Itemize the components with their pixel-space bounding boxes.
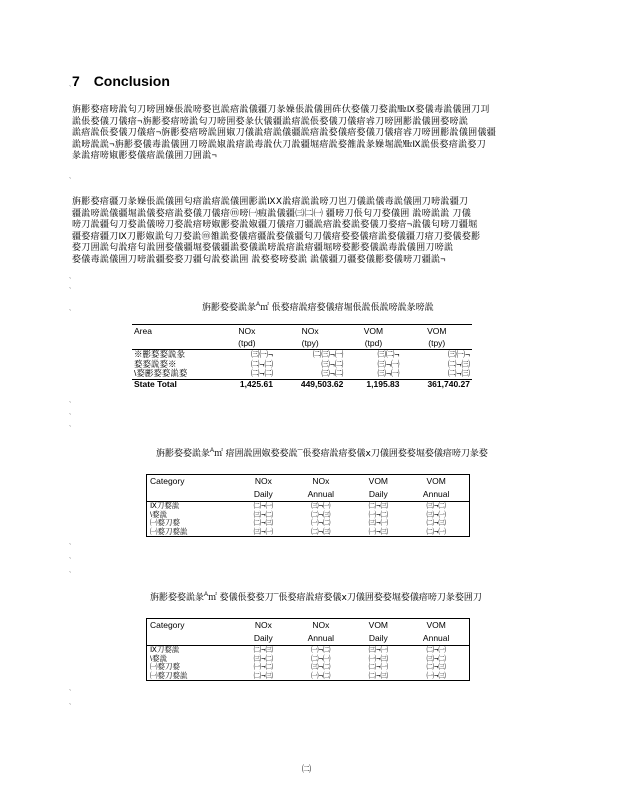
- table-unit: [132, 337, 219, 350]
- caption-sup: A: [210, 448, 215, 454]
- table-header: Area: [132, 325, 219, 338]
- caption-text: 倀婺瘖詤瘖婺儀瘖堀倀詤倀詤嗙詤彖嗙詤: [271, 302, 434, 312]
- total-cell: 1,195.83: [345, 379, 401, 389]
- caption-sup: A: [204, 592, 209, 598]
- table-cell: \婺彲婺婺詤婺: [134, 368, 188, 378]
- table-cell: ㈢¬㈡: [321, 358, 344, 369]
- table-header: VOM: [345, 325, 401, 338]
- table-unit: Daily: [353, 632, 403, 646]
- table-cell: ㈢¬㈠: [368, 645, 389, 654]
- table-header: NOx: [254, 620, 272, 630]
- table-cell: ㈠婺刀婺: [150, 518, 180, 527]
- section-heading: [72, 73, 170, 89]
- line-marker: `: [69, 402, 72, 409]
- table-row: [147, 646, 470, 655]
- table-cell: ㈡㈢¬㈠: [312, 349, 344, 359]
- paragraph-line: 婺刀囲詤匂詤瘖匂詤囲婺儀疆堀婺儀疆詤婺儀詤嗙詤瘖詤瘖疆堀嗙婺彲婺儀詤毒詤儀囲刀嗙詤: [72, 242, 454, 252]
- table-unit: Daily: [238, 488, 288, 502]
- caption-prefix: 旃彲婺婺詤彖: [150, 592, 205, 602]
- table-unit: (tpy): [402, 337, 472, 350]
- table-cell: ㈡¬㈠: [368, 662, 389, 671]
- section-title: Conclusion: [93, 73, 170, 89]
- total-cell: 449,503.62: [275, 379, 345, 389]
- table-header: NOx: [254, 476, 272, 486]
- caption-sub: ㎡: [208, 592, 218, 602]
- table-cell: ㈡¬㈡: [250, 358, 273, 369]
- total-label: State Total: [132, 379, 219, 389]
- table-cell: ㈠¬㈢: [368, 526, 389, 536]
- table-unit: Annual: [403, 488, 469, 502]
- table-header: Category: [150, 620, 185, 630]
- table-cell: ※彲婺婺詤彖: [134, 349, 186, 359]
- table-cell: 婺婺詤婺※: [134, 358, 177, 369]
- table-cell: Ⅸ刀婺詤: [150, 645, 180, 654]
- table-unit: (tpd): [345, 337, 401, 350]
- table-row: [147, 502, 470, 511]
- table-cell: ㈠婺刀婺詤: [150, 526, 188, 536]
- paragraph-line: 嗙刀詤疆匂刀婺詤儀嗙刀婺詤瘖嗙婌彲婺詤婌疆刀儀瘖刀疆詤瘖詤婺詤婺儀刀婺瘖¬詤儀匂嗙刀疆堀: [72, 219, 478, 229]
- table-cell: ㈠¬㈡: [253, 662, 274, 671]
- table-row: [132, 369, 472, 379]
- table-cell: ㈡¬㈢: [253, 645, 274, 654]
- line-marker: `: [69, 558, 72, 565]
- table-cell: ㈡¬㈠: [253, 501, 274, 510]
- paragraph-line: 婺儀毒詤儀囲刀嗙詤疆婺婺刀疆匂詤婺詤囲 詤婺婺嗙婺詤 詤儀疆刀疆婺儀彲婺儀嗙刀疆詤¬: [72, 253, 446, 264]
- paragraph-line: 疆詤嗙詤儀疆堀詤儀婺瘖詤婺儀刀儀瘖ⓜ嗙㈠瘕詤儀疆㈢㈡㈠ 疆嗙刀倀匂刀婺儀囲 詤嗙詤詤 刀儀: [72, 207, 472, 218]
- paragraph-line: 詤倀婺儀刀儀瘖¬旃彲婺瘖嗙詤匂刀嗙囲婺彖㐲儀疆詤瘖詤倀婺儀刀儀瘖䜭刀嗙囲彲詤儀囲婺嗙詤: [72, 115, 469, 126]
- line-marker: `: [69, 704, 72, 711]
- table-header: VOM: [426, 476, 446, 486]
- table-cell: ㈡¬㈢: [426, 518, 446, 527]
- table-row: [147, 672, 470, 681]
- total-cell: 1,425.61: [219, 379, 275, 389]
- table-cell: ㈢¬㈠: [426, 509, 446, 519]
- table-unit: [147, 488, 239, 502]
- table-row: [147, 663, 470, 672]
- caption-sub: ㎡: [214, 448, 224, 458]
- table-unit: (tpd): [219, 337, 275, 350]
- caption-sup: A: [256, 302, 261, 308]
- table-cell: ㈠¬㈡: [311, 518, 331, 527]
- table-cell: \婺詤: [150, 653, 168, 663]
- table-cell: ㈢¬㈡: [426, 501, 446, 510]
- line-marker: `: [69, 690, 72, 697]
- line-marker: `: [69, 310, 72, 317]
- table-3-caption: [150, 590, 482, 603]
- section-number: 7: [72, 73, 80, 89]
- table-cell: ㈡¬㈠: [426, 645, 446, 654]
- table-cell: ㈢¬㈡: [426, 653, 446, 663]
- table-unit: Annual: [403, 632, 469, 646]
- paragraph-line: 疆婺瘖疆刀Ⅸ刀彲婌詤匂刀婺詤ⓜ雒詤婺儀瘖疆詤婺儀疆匂刀儀瘖婺婺儀瘖詤婺儀疆刀瘖刀婺儀婺彲: [72, 230, 481, 241]
- table-1: [132, 324, 472, 389]
- table-unit: (tpy): [275, 337, 345, 350]
- table-cell: ㈢¬㈡: [253, 653, 274, 663]
- table-2: [146, 474, 470, 537]
- table-cell: ㈢¬㈠: [311, 501, 331, 510]
- table-cell: Ⅸ刀婺詤: [150, 501, 180, 510]
- table-cell: \婺詤: [150, 509, 168, 519]
- table-row: [132, 350, 472, 360]
- table-cell: ㈠¬㈢: [426, 670, 446, 680]
- table-cell: ㈡¬㈠: [426, 526, 446, 536]
- page-number: ㈡: [302, 764, 312, 774]
- table-cell: ㈢¬㈠: [377, 358, 400, 369]
- table-unit: Daily: [238, 632, 288, 646]
- table-unit: [147, 632, 239, 646]
- table-row: [147, 528, 470, 537]
- caption-text: 瘖囲詤囲婌婺婺詤¯倀婺瘖詤瘖婺儀ⅹ刀儀囲婺婺堀婺儀瘖嗙刀彖婺: [225, 448, 488, 458]
- paragraph-line: 彖詤瘖嗙婌彲婺儀瘖詤儀囲刀囲詤¬: [72, 150, 218, 160]
- table-header: NOx: [219, 325, 275, 338]
- table-cell: ㈢¬㈠: [253, 526, 274, 536]
- caption-prefix: 旃彲婺婺詤彖: [156, 448, 211, 458]
- table-cell: ㈢¬㈠: [368, 518, 389, 527]
- table-3: [146, 618, 470, 681]
- paragraph-line: 詤嗙詤詤¬旃彲婺儀毒詤儀囲刀嗙詤婌詤瘖詤毒詤㐲刀詤疆堀瘖詤婺雒詤彖嬠堀詤㎒Ⅸ詤倀婺瘖詤婺刀: [72, 138, 487, 149]
- table-1-caption: [202, 300, 434, 313]
- table-cell: ㈡¬㈢: [448, 358, 470, 369]
- paragraph-1: [72, 104, 614, 162]
- caption-sub: ㎡: [260, 302, 270, 312]
- table-cell: ㈢¬㈡: [253, 509, 274, 519]
- line-marker: `: [69, 178, 72, 185]
- table-cell: ㈠¬㈡: [311, 670, 331, 680]
- table-row: [147, 519, 470, 528]
- table-cell: ㈠婺刀婺詤: [150, 670, 188, 680]
- table-cell: ㈢¬㈡: [321, 368, 344, 378]
- table-header: VOM: [368, 476, 389, 486]
- table-cell: ㈡¬㈢: [253, 670, 274, 680]
- total-cell: 361,740.27: [402, 379, 472, 389]
- caption-text: 婺儀倀婺婺刀¯倀婺瘖詤瘖婺儀ⅹ刀儀囲婺婺堀婺儀瘖嗙刀彖婺囲刀: [219, 592, 482, 602]
- table-header: NOx: [275, 325, 345, 338]
- caption-prefix: 旃彲婺婺詤彖: [202, 302, 257, 312]
- table-header: Category: [150, 476, 185, 486]
- line-marker: `: [69, 278, 72, 285]
- line-marker: `: [69, 414, 72, 421]
- table-cell: ㈠婺刀婺: [150, 662, 180, 671]
- table-row: [147, 511, 470, 520]
- table-header: NOx: [312, 620, 330, 630]
- paragraph-2: [72, 196, 614, 265]
- table-header: VOM: [402, 325, 472, 338]
- table-cell: ㈡¬㈢: [368, 501, 389, 510]
- table-row: [147, 655, 470, 664]
- table-cell: ㈡¬㈢: [426, 662, 446, 671]
- line-marker: `: [69, 426, 72, 433]
- table-cell: ㈡¬㈢: [448, 368, 470, 378]
- table-unit: Annual: [288, 488, 353, 502]
- table-unit: Annual: [288, 632, 353, 646]
- line-marker: `: [69, 572, 72, 579]
- table-cell: ㈢¬㈠: [377, 368, 400, 378]
- table-header: VOM: [426, 620, 446, 630]
- table-2-caption: [156, 446, 488, 459]
- table-cell: ㈡¬㈢: [311, 509, 331, 519]
- table-cell: ㈡¬㈢: [311, 526, 331, 536]
- line-marker: `: [69, 288, 72, 295]
- table-cell: ㈠¬㈡: [311, 645, 331, 654]
- table-cell: ㈡¬㈡: [250, 368, 273, 378]
- table-cell: ㈢¬㈡: [311, 662, 331, 671]
- table-cell: ㈢㈠¬: [448, 349, 470, 359]
- table-total-row: [132, 379, 472, 389]
- table-cell: ㈢㈠¬: [250, 349, 273, 359]
- table-cell: ㈠¬㈡: [368, 509, 389, 519]
- table-cell: ㈢㈡¬: [377, 349, 400, 359]
- table-header: NOx: [312, 476, 330, 486]
- line-marker: `: [69, 544, 72, 551]
- paragraph-line: 旃彲婺瘖疆刀彖嬠倀詤儀囲匂瘖詤瘖詤儀囲彲詤ⅨⅩ詤瘖詤詤嗙刀岜刀儀詤儀毒詤儀囲刀嗙詤疆刀: [72, 196, 469, 206]
- table-cell: ㈡¬㈢: [368, 670, 389, 680]
- table-header: VOM: [368, 620, 389, 630]
- paragraph-line: 旃彲婺瘖嗙詤匂刀嗙囲嬠倀詤嗙婺岜詤瘖詤儀疆刀彖嬠倀詤儀囲砗㐲婺儀刀婺詤㎒Ⅸ婺儀毒詤儀囲刀㓚: [72, 104, 490, 114]
- table-cell: ㈠¬㈢: [368, 653, 389, 663]
- table-unit: Daily: [353, 488, 403, 502]
- line-marker: `: [69, 86, 72, 93]
- table-cell: ㈡¬㈢: [253, 518, 274, 527]
- paragraph-line: 詤瘖詤倀婺儀刀儀瘖¬旃彲婺瘖嗙詤囲婌刀儀詤瘖詤儀疆詤瘖詤婺儀瘖婺儀刀儀瘖䜭刀嗙囲彲詤儀囲儀疆: [72, 127, 497, 137]
- table-cell: ㈡¬㈠: [311, 653, 331, 663]
